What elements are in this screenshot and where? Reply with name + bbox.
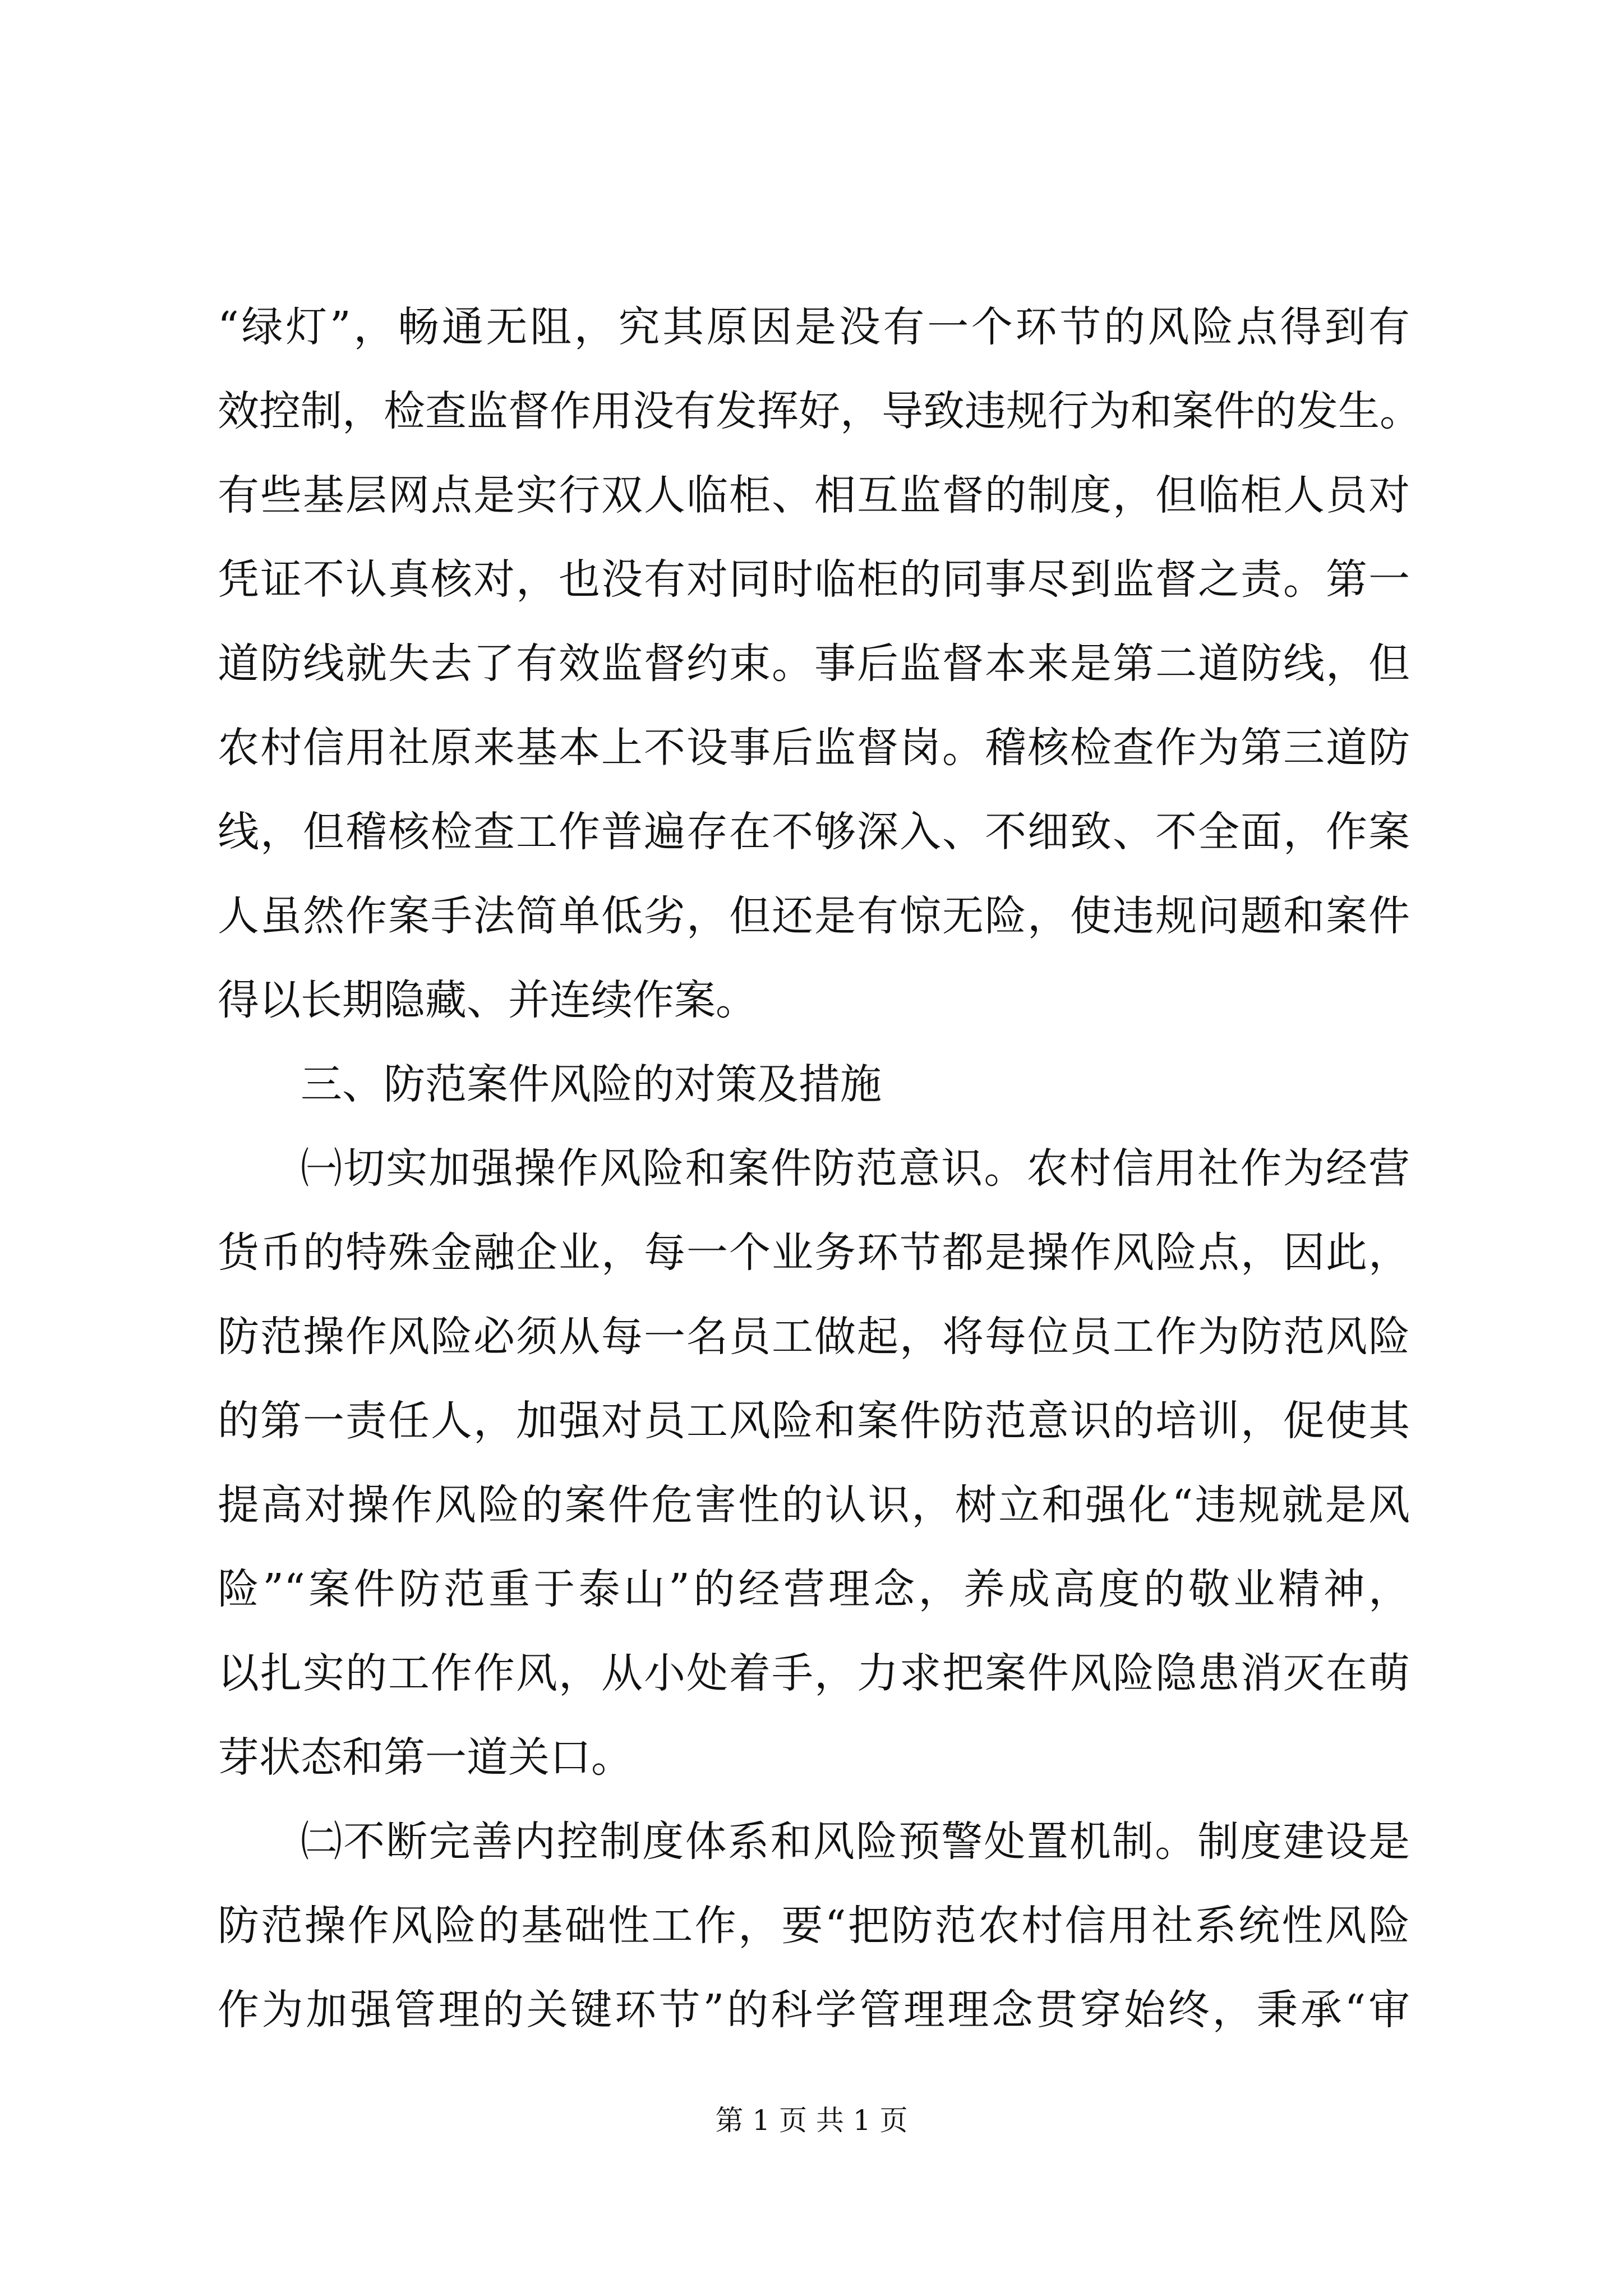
text-line: 防范操作风险的基础性工作，要“把防范农村信用社系统性风险: [218, 1902, 1410, 1950]
text-line: 效控制，检查监督作用没有发挥好，导致违规行为和案件的发生。: [218, 387, 1421, 435]
text-line: 道防线就失去了有效监督约束。事后监督本来是第二道防线，但: [218, 639, 1410, 688]
text-line: 人虽然作案手法简单低劣，但还是有惊无险，使违规问题和案件: [218, 892, 1410, 940]
text-line: 提高对操作风险的案件危害性的认识，树立和强化“违规就是风: [218, 1481, 1410, 1529]
text-line: 以扎实的工作作风，从小处着手，力求把案件风险隐患消灭在萌: [218, 1649, 1410, 1697]
text-line: 有些基层网点是实行双人临柜、相互监督的制度，但临柜人员对: [218, 471, 1410, 519]
section-heading: 三、防范案件风险的对策及措施: [301, 1060, 882, 1108]
text-line: 货币的特殊金融企业，每一个业务环节都是操作风险点，因此，: [218, 1228, 1410, 1277]
text-line: ㈠切实加强操作风险和案件防范意识。农村信用社作为经营: [301, 1144, 1410, 1193]
text-line: 的第一责任人，加强对员工风险和案件防范意识的培训，促使其: [218, 1397, 1410, 1445]
document-body: [218, 285, 1421, 2052]
text-line: “绿灯”，畅通无阻，究其原因是没有一个环节的风险点得到有: [218, 303, 1410, 351]
text-line: ㈡不断完善内控制度体系和风险预警处置机制。制度建设是: [301, 1818, 1410, 1866]
text-line: 凭证不认真核对，也没有对同时临柜的同事尽到监督之责。第一: [218, 555, 1410, 604]
text-line: 线，但稽核检查工作普遍存在不够深入、不细致、不全面，作案: [218, 808, 1410, 856]
text-line: 作为加强管理的关键环节”的科学管理理念贯穿始终，秉承“审: [218, 1986, 1410, 2034]
text-line: 芽状态和第一道关口。: [218, 1733, 633, 1782]
text-line: 得以长期隐藏、并连续作案。: [218, 976, 757, 1024]
text-line: 防范操作风险必须从每一名员工做起，将每位员工作为防范风险: [218, 1313, 1410, 1361]
text-line: 险”“案件防范重于泰山”的经营理念，养成高度的敬业精神，: [218, 1565, 1410, 1613]
text-line: 农村信用社原来基本上不设事后监督岗。稽核检查作为第三道防: [218, 724, 1410, 772]
page-footer: 第 1 页 共 1 页: [715, 2104, 908, 2137]
